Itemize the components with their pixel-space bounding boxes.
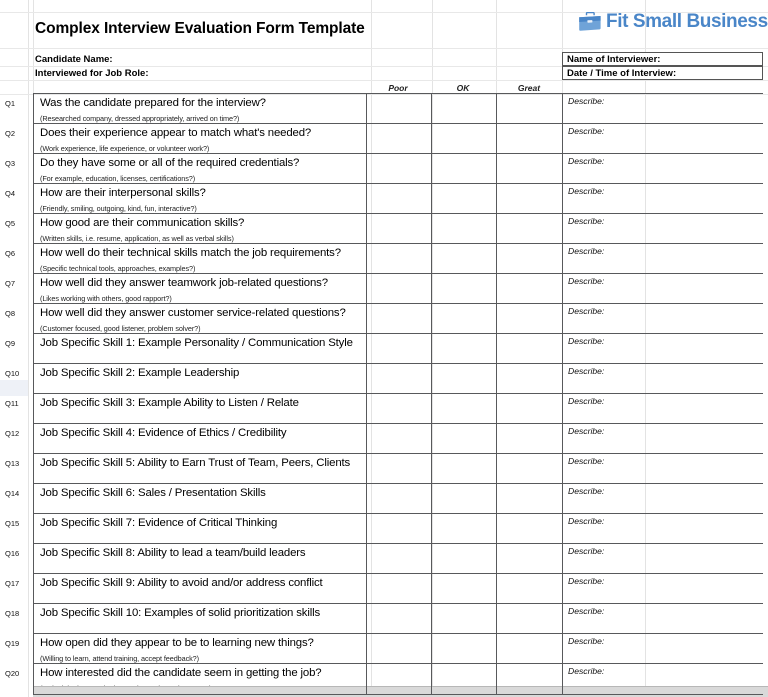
question-text: How open did they appear to be to learning new things?	[40, 637, 314, 649]
question-row-divider	[33, 243, 763, 244]
question-number: Q6	[5, 248, 16, 258]
rating-cell-poor[interactable]	[366, 214, 430, 244]
rating-cell-poor[interactable]	[366, 154, 430, 184]
rating-cell-ok[interactable]	[431, 304, 495, 334]
question-row-divider	[33, 93, 763, 94]
question-text: Job Specific Skill 5: Ability to Earn Trust of Team, Peers, Clients	[40, 457, 351, 469]
question-row-divider	[33, 153, 763, 154]
question-text: Does their experience appear to match what's needed?	[40, 127, 312, 139]
bottom-gray-band	[33, 686, 768, 697]
rating-cell-great[interactable]	[497, 94, 561, 124]
rating-cell-great[interactable]	[497, 574, 561, 604]
rating-cell-great[interactable]	[497, 514, 561, 544]
question-text: How interested did the candidate seem in getting the job?	[40, 667, 322, 679]
rating-cell-poor[interactable]	[366, 274, 430, 304]
question-row-divider	[33, 333, 763, 334]
describe-cell[interactable]: Describe:	[568, 246, 605, 256]
table-bottom-edge	[33, 694, 763, 695]
question-number: Q1	[5, 98, 16, 108]
question-row-divider	[33, 213, 763, 214]
describe-cell[interactable]: Describe:	[568, 426, 605, 436]
question-row-divider	[33, 423, 763, 424]
rating-cell-ok[interactable]	[431, 484, 495, 514]
question-text: Job Specific Skill 1: Example Personality / Communication Style	[40, 337, 353, 349]
describe-cell[interactable]: Describe:	[568, 636, 605, 646]
rating-cell-ok[interactable]	[431, 94, 495, 124]
question-hint: (Likes working with others, good rapport?)	[40, 293, 172, 303]
describe-cell[interactable]: Describe:	[568, 606, 605, 616]
describe-cell[interactable]: Describe:	[568, 546, 605, 556]
rating-cell-ok[interactable]	[431, 124, 495, 154]
question-text: Was the candidate prepared for the interview?	[40, 97, 266, 109]
rating-cell-great[interactable]	[497, 124, 561, 154]
question-row-divider	[33, 483, 763, 484]
question-number: Q16	[5, 548, 20, 558]
question-hint: (Researched company, dressed appropriately, arrived on time?)	[40, 113, 240, 123]
question-number: Q17	[5, 578, 20, 588]
rating-cell-great[interactable]	[497, 634, 561, 664]
rating-cell-great[interactable]	[497, 364, 561, 394]
rating-grid-vline-0	[366, 93, 367, 694]
describe-cell[interactable]: Describe:	[568, 366, 605, 376]
rating-cell-poor[interactable]	[366, 244, 430, 274]
rating-cell-ok[interactable]	[431, 184, 495, 214]
question-number: Q20	[5, 668, 20, 678]
rating-cell-ok[interactable]	[431, 454, 495, 484]
rating-cell-ok[interactable]	[431, 514, 495, 544]
job-role-label: Interviewed for Job Role:	[35, 68, 149, 79]
question-row-divider	[33, 663, 763, 664]
question-text: Job Specific Skill 10: Examples of solid prioritization skills	[40, 607, 321, 619]
rating-cell-ok[interactable]	[431, 214, 495, 244]
question-text: How well did they answer teamwork job-related questions?	[40, 277, 328, 289]
rating-grid-right-edge	[562, 93, 563, 694]
rating-cell-ok[interactable]	[431, 154, 495, 184]
question-row-divider	[33, 363, 763, 364]
question-number: Q7	[5, 278, 16, 288]
rating-cell-great[interactable]	[497, 274, 561, 304]
question-hint: (Willing to learn, attend training, accept feedback?)	[40, 653, 199, 663]
rating-cell-poor[interactable]	[366, 544, 430, 574]
rating-cell-ok[interactable]	[431, 394, 495, 424]
rating-cell-poor[interactable]	[366, 394, 430, 424]
question-text: How well did they answer customer service-related questions?	[40, 307, 346, 319]
interview-datetime-label[interactable]: Date / Time of Interview:	[562, 66, 763, 80]
rating-cell-great[interactable]	[497, 424, 561, 454]
rating-cell-great[interactable]	[497, 394, 561, 424]
rating-cell-poor[interactable]	[366, 514, 430, 544]
describe-cell[interactable]: Describe:	[568, 96, 605, 106]
question-column-left-edge	[33, 93, 34, 694]
describe-cell[interactable]: Describe:	[568, 456, 605, 466]
question-row-divider	[33, 573, 763, 574]
rating-header-great: Great	[517, 83, 541, 93]
rating-cell-great[interactable]	[497, 154, 561, 184]
rating-cell-great[interactable]	[497, 244, 561, 274]
question-text: Job Specific Skill 2: Example Leadership	[40, 367, 240, 379]
rating-cell-poor[interactable]	[366, 184, 430, 214]
question-number: Q5	[5, 218, 16, 228]
describe-cell[interactable]: Describe:	[568, 126, 605, 136]
rating-cell-poor[interactable]	[366, 334, 430, 364]
question-text: Job Specific Skill 6: Sales / Presentation Skills	[40, 487, 266, 499]
describe-cell[interactable]: Describe:	[568, 186, 605, 196]
rating-cell-poor[interactable]	[366, 634, 430, 664]
describe-cell[interactable]: Describe:	[568, 306, 605, 316]
describe-cell[interactable]: Describe:	[568, 336, 605, 346]
question-hint: (Written skills, i.e. resume, application, as well as verbal skills)	[40, 233, 234, 243]
brand-logo	[578, 11, 768, 33]
rating-cell-ok[interactable]	[431, 244, 495, 274]
rating-cell-ok[interactable]	[431, 364, 495, 394]
grid-row-line	[0, 48, 768, 49]
rating-cell-poor[interactable]	[366, 364, 430, 394]
rating-cell-poor[interactable]	[366, 94, 430, 124]
question-number: Q10	[5, 368, 20, 378]
question-hint: (For example, education, licenses, certifications?)	[40, 173, 196, 183]
job-role-field[interactable]	[160, 67, 360, 80]
briefcase-icon	[578, 12, 602, 32]
question-row-divider	[33, 543, 763, 544]
question-row-divider	[33, 453, 763, 454]
question-number: Q13	[5, 458, 20, 468]
question-number: Q3	[5, 158, 16, 168]
rating-cell-ok[interactable]	[431, 604, 495, 634]
question-row-divider	[33, 603, 763, 604]
rating-cell-poor[interactable]	[366, 454, 430, 484]
question-text: Job Specific Skill 8: Ability to lead a team/build leaders	[40, 547, 306, 559]
question-hint: (Specific technical tools, approaches, examples?)	[40, 263, 196, 273]
question-row-divider	[33, 273, 763, 274]
question-number: Q19	[5, 638, 20, 648]
question-text: How are their interpersonal skills?	[40, 187, 206, 199]
rating-cell-great[interactable]	[497, 304, 561, 334]
question-text: Do they have some or all of the required credentials?	[40, 157, 300, 169]
question-number: Q11	[5, 398, 19, 408]
rating-cell-great[interactable]	[497, 454, 561, 484]
candidate-name-field[interactable]	[140, 53, 360, 66]
question-number: Q2	[5, 128, 16, 138]
question-row-divider	[33, 393, 763, 394]
question-row-divider	[33, 123, 763, 124]
rating-cell-ok[interactable]	[431, 574, 495, 604]
question-hint: (Work experience, life experience, or volunteer work?)	[40, 143, 210, 153]
question-number: Q8	[5, 308, 16, 318]
rating-grid-vline-1	[431, 93, 432, 694]
rating-cell-ok[interactable]	[431, 274, 495, 304]
question-row-divider	[33, 183, 763, 184]
rating-cell-ok[interactable]	[431, 334, 495, 364]
describe-cell[interactable]: Describe:	[568, 666, 605, 676]
grid-row-line	[0, 80, 768, 81]
question-row-divider	[33, 303, 763, 304]
rating-cell-great[interactable]	[497, 484, 561, 514]
question-text: How well do their technical skills match the job requirements?	[40, 247, 341, 259]
row-header-highlight	[0, 380, 28, 396]
rating-cell-great[interactable]	[497, 214, 561, 244]
describe-cell[interactable]: Describe:	[568, 576, 605, 586]
rating-cell-ok[interactable]	[431, 544, 495, 574]
rating-cell-great[interactable]	[497, 184, 561, 214]
question-hint: (Friendly, smiling, outgoing, kind, fun, interactive?)	[40, 203, 197, 213]
question-text: How good are their communication skills?	[40, 217, 245, 229]
describe-cell[interactable]: Describe:	[568, 486, 605, 496]
question-text: Job Specific Skill 4: Evidence of Ethics / Credibility	[40, 427, 287, 439]
rating-cell-poor[interactable]	[366, 604, 430, 634]
question-number: Q18	[5, 608, 20, 618]
question-text: Job Specific Skill 3: Example Ability to Listen / Relate	[40, 397, 299, 409]
question-row-divider	[33, 513, 763, 514]
question-number: Q9	[5, 338, 16, 348]
candidate-name-label: Candidate Name:	[35, 54, 113, 65]
interviewer-name-label[interactable]: Name of Interviewer:	[562, 52, 763, 66]
rating-header-poor: Poor	[388, 83, 408, 93]
describe-cell[interactable]: Describe:	[568, 516, 605, 526]
rating-cell-ok[interactable]	[431, 424, 495, 454]
rating-cell-ok[interactable]	[431, 634, 495, 664]
question-row-divider	[33, 633, 763, 634]
question-hint: (Customer focused, good listener, problem solver?)	[40, 323, 201, 333]
question-number: Q4	[5, 188, 16, 198]
describe-cell[interactable]: Describe:	[568, 396, 605, 406]
page-title: Complex Interview Evaluation Form Template	[35, 20, 365, 37]
rating-cell-great[interactable]	[497, 604, 561, 634]
rating-cell-poor[interactable]	[366, 574, 430, 604]
question-text: Job Specific Skill 9: Ability to avoid and/or address conflict	[40, 577, 323, 589]
describe-cell[interactable]: Describe:	[568, 216, 605, 226]
question-number: Q15	[5, 518, 20, 528]
describe-cell[interactable]: Describe:	[568, 156, 605, 166]
rating-grid-vline-2	[496, 93, 497, 694]
rating-cell-great[interactable]	[497, 544, 561, 574]
rating-header-ok: OK	[456, 83, 470, 93]
grid-column-line	[28, 0, 29, 697]
brand-name: Fit Small Business	[606, 11, 768, 32]
question-number: Q12	[5, 428, 20, 438]
question-number: Q14	[5, 488, 20, 498]
question-text: Job Specific Skill 7: Evidence of Critical Thinking	[40, 517, 278, 529]
rating-cell-poor[interactable]	[366, 124, 430, 154]
rating-cell-poor[interactable]	[366, 304, 430, 334]
describe-cell[interactable]: Describe:	[568, 276, 605, 286]
rating-cell-great[interactable]	[497, 334, 561, 364]
rating-cell-poor[interactable]	[366, 484, 430, 514]
rating-cell-poor[interactable]	[366, 424, 430, 454]
